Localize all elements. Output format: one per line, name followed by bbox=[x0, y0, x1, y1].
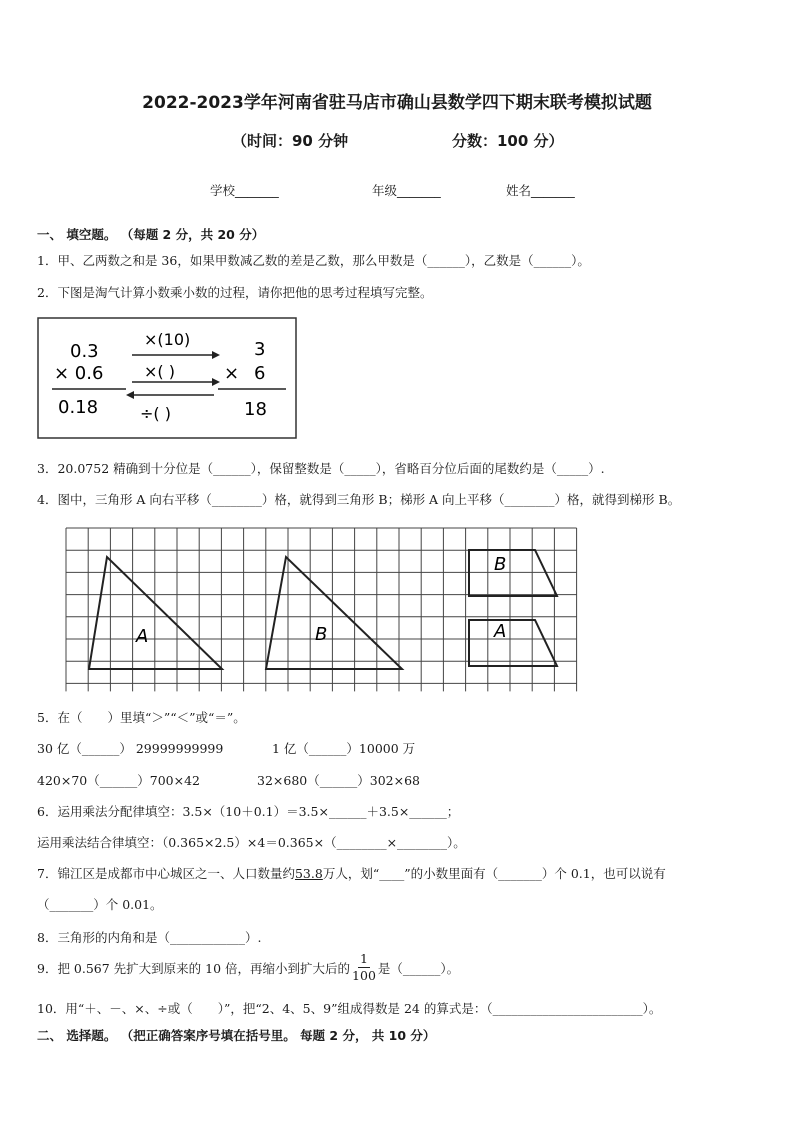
label-triangle-a: A bbox=[136, 626, 149, 647]
label-triangle-b: B bbox=[315, 624, 328, 645]
question-5-row1-a: 30 亿（______） 29999999999 bbox=[37, 741, 224, 756]
right-multiplier: 6 bbox=[254, 363, 266, 384]
right-top-number: 3 bbox=[254, 339, 266, 360]
school-field: 学校_______ bbox=[210, 183, 279, 198]
question-3: 3．20.0752 精确到十分位是（______），保留整数是（_____），省略百分位后面的尾数约是（_____）. bbox=[37, 461, 605, 476]
right-result: 18 bbox=[244, 399, 267, 420]
question-2: 2．下图是淘气计算小数乘小数的过程，请你把他的思考过程填写完整。 bbox=[37, 285, 433, 300]
grade-field: 年级_______ bbox=[372, 183, 441, 198]
label-trapezoid-b: B bbox=[494, 554, 507, 575]
triangle-a bbox=[89, 557, 222, 669]
q9-text-b: 是（______）。 bbox=[377, 960, 460, 976]
question-5-row2-a: 420×70（______）700×42 bbox=[37, 773, 200, 788]
arrow3-label: ÷( ) bbox=[140, 404, 171, 423]
arrow2-head bbox=[212, 378, 220, 386]
left-result: 0.18 bbox=[58, 397, 99, 418]
question-1: 1．甲、乙两数之和是 36，如果甲数减乙数的差是乙数，那么甲数是（______），乙数是（______）。 bbox=[37, 253, 590, 268]
question-7-line2: （_______）个 0.01。 bbox=[37, 897, 163, 912]
arrow3-head bbox=[126, 391, 134, 399]
question-6-line2: 运用乘法结合律填空：（0.365×2.5）×4＝0.365×（________×________）。 bbox=[37, 835, 466, 850]
q9-numerator: 1 bbox=[360, 951, 368, 966]
left-top-number: 0.3 bbox=[70, 341, 99, 362]
section-1-title: 一、 填空题。 （每题 2 分，共 20 分） bbox=[37, 227, 265, 242]
translation-grid-figure bbox=[60, 524, 586, 696]
arrow1-label: ×(10) bbox=[144, 330, 191, 349]
multiplication-figure bbox=[36, 315, 300, 441]
question-9 bbox=[37, 951, 459, 984]
question-8: 8．三角形的内角和是（____________）. bbox=[37, 930, 262, 945]
name-field: 姓名_______ bbox=[506, 183, 575, 198]
question-6-line1: 6．运用乘法分配律填空：3.5×（10＋0.1）＝3.5×______＋3.5×______； bbox=[37, 804, 460, 819]
q9-text-a: 9．把 0.567 先扩大到原来的 10 倍，再缩小到扩大后的 bbox=[37, 960, 351, 976]
page-title: 2022-2023学年河南省驻马店市确山县数学四下期末联考模拟试题 bbox=[142, 93, 652, 113]
q9-denominator: 100 bbox=[352, 968, 376, 983]
q7-underlined-number: 53.8 bbox=[294, 866, 323, 881]
left-multiplier: × 0.6 bbox=[54, 363, 104, 384]
q7-text-b: 万人，划“____”的小数里面有（_______）个 0.1，也可以说有 bbox=[322, 866, 666, 881]
triangle-b bbox=[266, 557, 402, 669]
q7-text-a: 7．锦江区是成都市中心城区之一、人口数量约 bbox=[37, 866, 295, 881]
arrow1-head bbox=[212, 351, 220, 359]
trapezoid-a bbox=[469, 620, 557, 666]
exam-score: 分数：100 分） bbox=[452, 132, 564, 150]
question-5: 5．在（ ）里填“＞”“＜”或“＝”。 bbox=[37, 710, 246, 725]
q9-fraction bbox=[352, 951, 376, 984]
question-7-line1 bbox=[37, 864, 666, 882]
question-5-row1-b: 1 亿（______）10000 万 bbox=[272, 741, 416, 756]
label-trapezoid-a: A bbox=[494, 621, 507, 642]
trapezoid-b bbox=[469, 550, 557, 596]
arrow2-label: ×( ) bbox=[144, 362, 175, 381]
exam-time: （时间：90 分钟 bbox=[232, 132, 349, 150]
question-10: 10．用“＋、－、×、÷或（ ）”，把“2、4、5、9”组成得数是 24 的算式是：（________________________）。 bbox=[37, 1001, 662, 1016]
right-multiply-sign: × bbox=[224, 363, 240, 384]
question-4: 4．图中，三角形 A 向右平移（________）格，就得到三角形 B；梯形 A 向上平移（________）格，就得到梯形 B。 bbox=[37, 492, 681, 507]
section-2-title: 二、 选择题。 （把正确答案序号填在括号里。 每题 2 分， 共 10 分） bbox=[37, 1028, 436, 1043]
question-5-row2-b: 32×680（______）302×68 bbox=[257, 773, 420, 788]
